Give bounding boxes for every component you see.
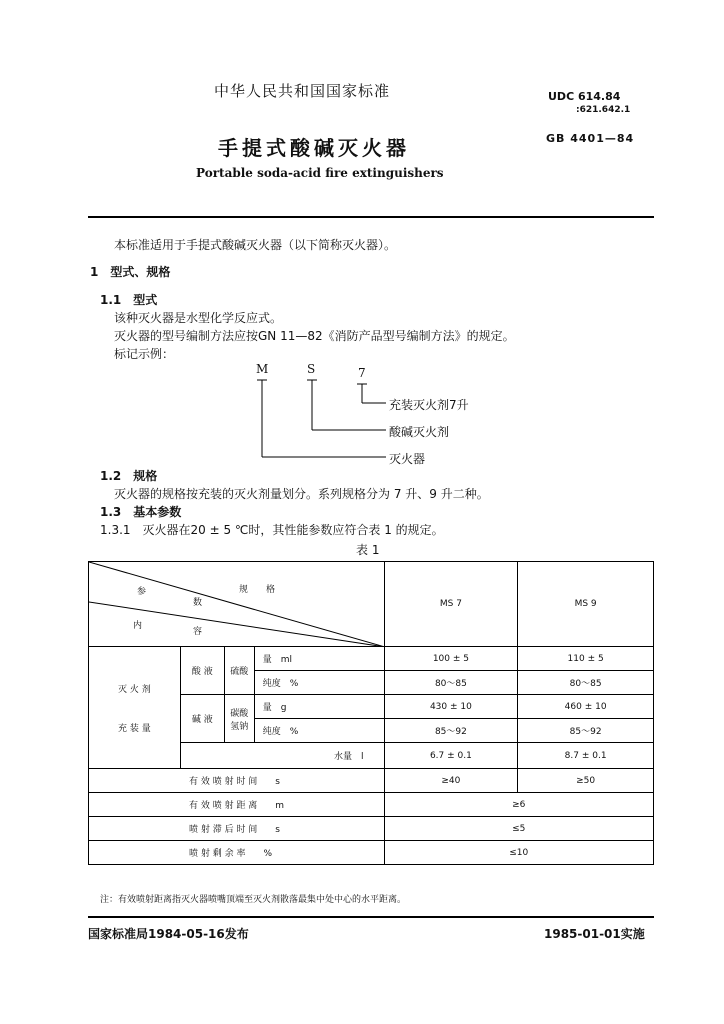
standard-number: GB 4401—84	[546, 132, 635, 145]
alkali-label: 碱 液	[180, 695, 224, 743]
residual-rate-label: 喷 射 剩 余 率 %	[89, 841, 385, 865]
table-note: 注：有效喷射距离指灭火器喷嘴顶端至灭火剂散落最集中处中心的水平距离。	[100, 895, 407, 905]
residual-rate-value: ≤10	[384, 841, 653, 865]
udc-number: UDC 614.84	[548, 90, 621, 103]
bicarbonate-label-line-1: 碳酸	[230, 708, 249, 719]
sodium-bicarbonate-label	[224, 695, 254, 743]
footer-rule	[88, 916, 654, 918]
header-content-char-2: 容	[193, 627, 203, 637]
document-title: 手提式酸碱灭火器	[218, 136, 410, 160]
spray-time-label: 有 效 喷 射 时 间 s	[89, 769, 385, 793]
diagonal-lines	[89, 562, 385, 647]
spray-delay-label: 喷 射 滞 后 时 间 s	[89, 817, 385, 841]
document-title-english: Portable soda-acid fire extinguishers	[196, 166, 444, 180]
marking-label-extinguisher: 灭火器	[389, 452, 426, 466]
alkali-quantity-label: 量 g	[254, 695, 384, 719]
header-param-char-1: 参	[137, 587, 147, 597]
alkali-quantity-ms7: 430 ± 10	[384, 695, 518, 719]
row-group-label	[89, 647, 181, 769]
column-header-ms7: MS 7	[384, 562, 518, 647]
bicarbonate-label-line-2: 氢钠	[230, 721, 249, 732]
acid-purity-label: 纯度 %	[254, 671, 384, 695]
section-1-heading: 1 型式、规格	[90, 265, 171, 279]
scope-paragraph: 本标准适用于手提式酸碱灭火器（以下简称灭火器）。	[114, 238, 397, 252]
header-param-char-2: 数	[193, 598, 203, 608]
alkali-purity-label: 纯度 %	[254, 719, 384, 743]
column-header-ms9: MS 9	[518, 562, 654, 647]
water-quantity-label: 水量 l	[180, 743, 384, 769]
section-1-1-text-2: 灭火器的型号编制方法应按GN 11—82《消防产品型号编制方法》的规定。	[114, 329, 515, 343]
table-caption: 表 1	[356, 543, 380, 557]
section-1-2-text: 灭火器的规格按充装的灭火剂量划分。系列规格分为 7 升、9 升二种。	[114, 487, 489, 501]
effective-date: 1985-01-01实施	[544, 927, 645, 941]
alkali-purity-ms7: 85～92	[384, 719, 518, 743]
alkali-purity-ms9: 85～92	[518, 719, 654, 743]
spray-time-ms7: ≥40	[384, 769, 518, 793]
marking-letter-s: S	[307, 362, 316, 376]
alkali-quantity-ms9: 460 ± 10	[518, 695, 654, 719]
spray-time-ms9: ≥50	[518, 769, 654, 793]
marking-label-agent: 酸碱灭火剂	[389, 425, 450, 439]
marking-label-capacity: 充装灭火剂7升	[389, 398, 469, 412]
issue-date: 国家标准局1984-05-16发布	[88, 927, 249, 941]
marking-digit-7: 7	[358, 366, 366, 380]
acid-purity-ms7: 80～85	[384, 671, 518, 695]
spray-delay-value: ≤5	[384, 817, 653, 841]
water-quantity-ms7: 6.7 ± 0.1	[384, 743, 518, 769]
acid-quantity-ms9: 110 ± 5	[518, 647, 654, 671]
spray-distance-value: ≥6	[384, 793, 653, 817]
section-1-3-1-text: 1.3.1 灭火器在20 ± 5 ℃时，其性能参数应符合表 1 的规定。	[100, 523, 444, 537]
section-1-1-heading: 1.1 型式	[100, 293, 158, 307]
row-group-charge: 充 装 量	[118, 723, 151, 734]
issuing-organization: 中华人民共和国国家标准	[214, 82, 391, 100]
marking-example-label: 标记示例：	[114, 347, 175, 361]
table-header-diagonal-cell	[89, 562, 385, 647]
acid-purity-ms9: 80～85	[518, 671, 654, 695]
section-1-2-heading: 1.2 规格	[100, 469, 158, 483]
section-1-1-text: 该种灭火器是水型化学反应式。	[114, 311, 283, 325]
section-1-3-heading: 1.3 基本参数	[100, 505, 182, 519]
spray-distance-label: 有 效 喷 射 距 离 m	[89, 793, 385, 817]
sulfuric-acid-label: 硫酸	[224, 647, 254, 695]
water-quantity-ms9: 8.7 ± 0.1	[518, 743, 654, 769]
header-content-char-1: 内	[133, 621, 143, 631]
acid-quantity-label: 量 ml	[254, 647, 384, 671]
row-group-agent: 灭 火 剂	[118, 684, 151, 695]
performance-parameter-table	[88, 561, 654, 865]
udc-number-continued: :621.642.1	[576, 105, 631, 115]
acid-quantity-ms7: 100 ± 5	[384, 647, 518, 671]
header-spec-label: 规 格	[239, 585, 276, 595]
acid-label: 酸 液	[180, 647, 224, 695]
marking-letter-m: M	[256, 362, 269, 376]
